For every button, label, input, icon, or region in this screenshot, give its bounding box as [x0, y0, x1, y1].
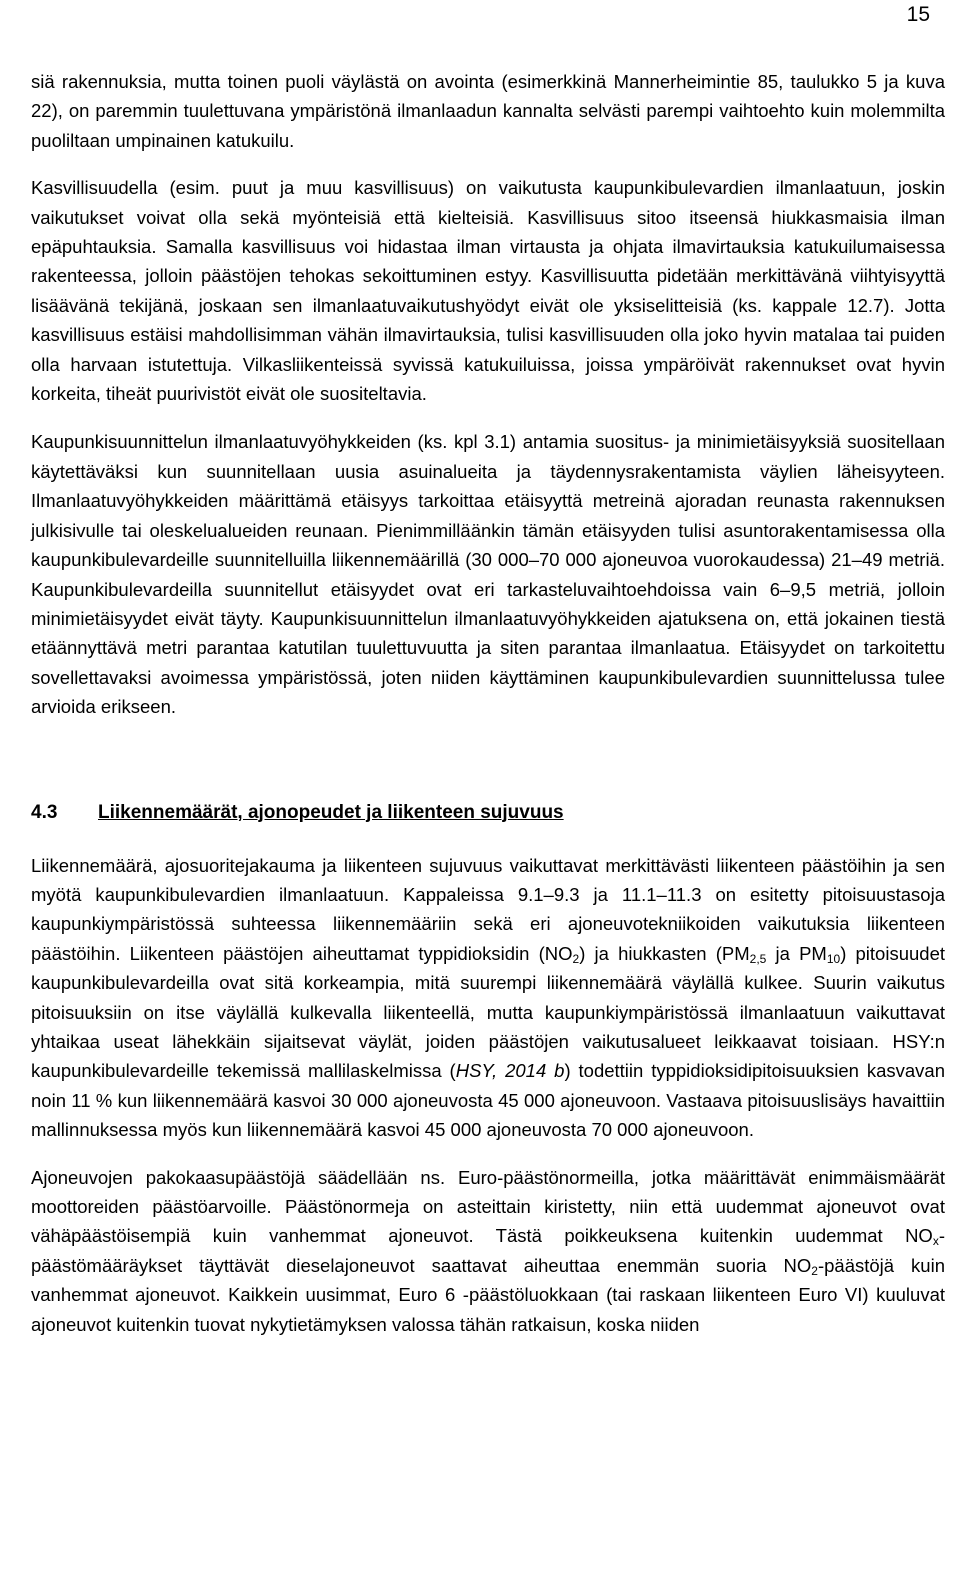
subscript: 2	[572, 951, 580, 966]
citation: HSY, 2014 b	[455, 1060, 565, 1082]
subscript: 10	[826, 951, 841, 966]
subscript: x	[932, 1234, 939, 1249]
subscript: 2,5	[749, 951, 767, 966]
paragraph-2: Kasvillisuudella (esim. puut ja muu kasvillisuus) on vaikutusta kaupunkibulevardien ilmanlaatuun, joskin vaikutukset voivat olla sekä myönteisiä että kielteisiä. Kasvillisuus sitoo itseensä hiukkasmaisia ilman epäpuhtauksia. Samalla kasvillisuus voi hidastaa ilman virtausta ja ohjata ilmavirtauksia katukuilumaisessa rakenteessa, jolloin päästöjen tehokas sekoittuminen estyy. Kasvillisuutta pidetään merkittävänä viihtyisyyttä lisäävänä tekijänä, joskaan sen ilmanlaatuvaikutushyödyt eivät ole yksiselitteisiä (ks. kappale 12.7). Jotta kasvillisuus estäisi mahdollisimman vähän ilmavirtauksia, tulisi kasvillisuuden olla joko hyvin matalaa tai puiden olla harvaan istutettuja. Vilkasliikenteissä syvissä katukuiluissa, joissa ympäröivät rakennukset ovat hyvin korkeita, tiheät puurivistöt eivät ole suositeltavia.	[31, 177, 945, 405]
text-run: Ajoneuvojen pakokaasupäästöjä säädellään ns. Euro-päästönormeilla, jotka määrittävät enimmäismäärät moottoreiden päästöarvoille. Päästönormeja on asteittain kiristetty, niin että uudemmat ajoneuvot ovat vähäpäästöisempiä kuin vanhemmat ajoneuvot. Tästä poikkeuksena kuitenkin uudemmat NO	[31, 1166, 945, 1247]
text-run: ) todettiin typpidioksidipitoisuuksien kasvavan noin 11 % kun liikennemäärä kasvoi 30 000 ajoneuvosta 45 000 ajoneuvoon. Vastaava pitoisuuslisäys havaittiin mallinnuksessa myös kun liikennemäärä kasvoi 45 000 ajoneuvosta 70 000 ajoneuvoon.	[31, 1060, 945, 1141]
section-heading	[31, 798, 945, 827]
section-title: Liikennemäärät, ajonopeudet ja liikenteen sujuvuus	[98, 801, 564, 823]
text-run: ) ja hiukkasten (PM	[579, 942, 750, 964]
subscript: 2	[811, 1263, 818, 1278]
section-number: 4.3	[31, 801, 58, 823]
paragraph-3: Kaupunkisuunnittelun ilmanlaatuvyöhykkeiden (ks. kpl 3.1) antamia suositus- ja minimietäisyyksiä suositellaan käytettäväksi kun suunnitellaan uusia asuinalueita ja täydennysrakentamista väylien läheisyyteen. Ilmanlaatuvyöhykkeiden määrittämä etäisyys tarkoittaa etäisyyttä metreinä ajoradan reunasta rakennuksen julkisivulle tai oleskelualueiden reunaan. Pienimmilläänkin tämän etäisyyden tulisi asuntorakentamisessa olla kaupunkibulevardeille suunnitelluilla liikennemäärillä (30 000–70 000 ajoneuvoa vuorokaudessa) 21–49 metriä. Kaupunkibulevardeilla suunnitellut etäisyydet ovat eri tarkasteluvaihtoehdoissa vain 6–9,5 metriä, jolloin minimietäisyydet eivät täyty. Kaupunkisuunnittelun ilmanlaatuvyöhykkeiden ajatuksena on, että jokainen tiestä etäännyttävä metri parantaa katutilan tuulettuvuutta ja siten parantaa ilmanlaatua. Etäisyydet on tarkoitettu sovellettavaksi avoimessa ympäristössä, joten niiden käyttäminen kaupunkibulevardien suunnittelussa tulee arvioida erikseen.	[31, 431, 945, 718]
paragraph-4	[31, 851, 945, 1145]
paragraph-5	[31, 1163, 945, 1339]
text-run: Liikennemäärä, ajosuoritejakauma ja liikenteen sujuvuus vaikuttavat merkittävästi liikenteen päästöihin ja sen myötä kaupunkibulevardien ilmanlaatuun. Kappaleissa 9.1–9.3 ja 11.1–11.3 on esitetty pitoisuustasoja kaupunkiympäristössä suhteessa liikennemääriin sekä eri ajoneuvotekniikoiden vaikutuksia liikenteen päästöihin. Liikenteen päästöjen aiheuttamat typpidioksidin (NO	[31, 854, 945, 964]
text-run: ) pitoisuudet kaupunkibulevardeilla ovat sitä korkeampia, mitä suurempi liikennemäärä väylällä kulkee. Suurin vaikutus pitoisuuksiin on itse väylällä kulkevalla liikenteellä, mutta kaupunkiympäristössä ilmanlaatuun vaikuttavat yhtaikaa useat lähekkäin sijaitsevat väylät, joiden päästöjen vaikutusalueet leikkaavat toisiaan. HSY:n kaupunkibulevardeille tekemissä mallilaskelmissa (	[31, 942, 945, 1082]
text-run: -päästömääräykset täyttävät dieselajoneuvot saattavat aiheuttaa enemmän suoria NO	[31, 1225, 945, 1276]
document-body	[31, 67, 945, 1339]
paragraph-1: siä rakennuksia, mutta toinen puoli väylästä on avointa (esimerkkinä Mannerheimintie 85, taulukko 5 ja kuva 22), on paremmin tuulettuvana ympäristönä ilmanlaadun kannalta selvästi parempi vaihtoehto kuin molemmilta puoliltaan umpinainen katukuilu.	[31, 71, 945, 151]
text-run: ja PM	[766, 942, 827, 964]
text-run: -päästöjä kuin vanhemmat ajoneuvot. Kaikkein uusimmat, Euro 6 -päästöluokkaan (tai raskaan liikenteen Euro VI) kuuluvat ajoneuvot kuitenkin tuovat nykytietämyksen valossa tähän ratkaisun, koska niiden	[31, 1254, 945, 1335]
page-number: 15	[906, 3, 930, 26]
